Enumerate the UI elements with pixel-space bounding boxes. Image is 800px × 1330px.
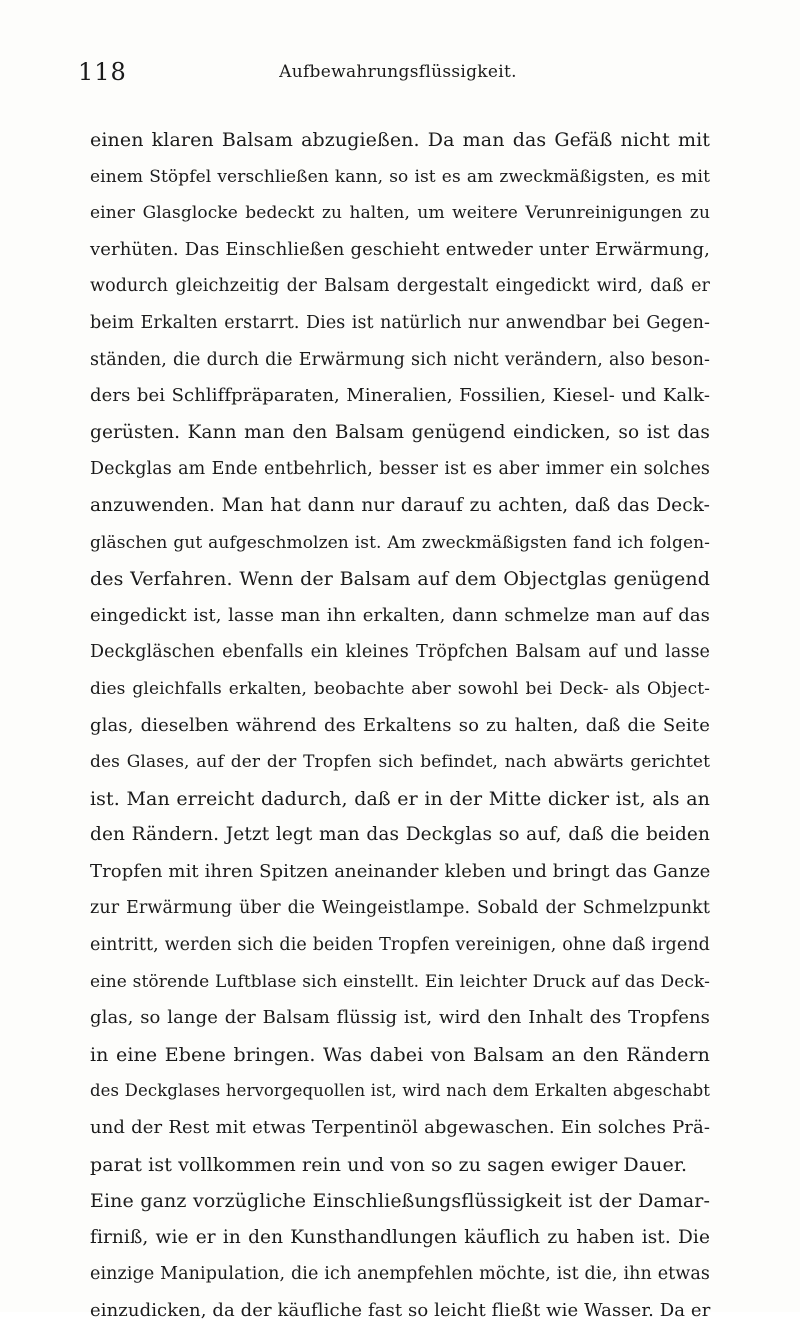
text-line: eine störende Luftblase sich einstellt. Ein leichter Druck auf das Deck- <box>90 971 710 992</box>
text-line: glas, so lange der Balsam flüssig ist, wird den Inhalt des Tropfens <box>90 1007 710 1029</box>
text-line: zur Erwärmung über die Weingeistlampe. Sobald der Schmelzpunkt <box>90 898 710 919</box>
text-line: in eine Ebene bringen. Was dabei von Balsam an den Rändern <box>90 1043 710 1066</box>
text-line: gläschen gut aufgeschmolzen ist. Am zweckmäßigsten fand ich folgen- <box>90 532 710 553</box>
text-line: Eine ganz vorzügliche Einschließungsflüssigkeit ist der Damar- <box>90 1190 710 1213</box>
text-line: einzudicken, da der käufliche fast so leicht fließt wie Wasser. Da er <box>90 1300 711 1321</box>
text-line: eingedickt ist, lasse man ihn erkalten, dann schmelze man auf das <box>90 604 710 626</box>
text-line: parat ist vollkommen rein und von so zu sagen ewiger Dauer. <box>90 1153 688 1176</box>
text-line: einem Stöpfel verschließen kann, so ist es am zweckmäßigsten, es mit <box>90 166 710 187</box>
page-number: 118 <box>78 58 127 86</box>
text-line: anzuwenden. Man hat dann nur darauf zu achten, daß das Deck- <box>90 494 710 516</box>
running-title: Aufbewahrungsflüssigkeit. <box>279 62 517 82</box>
text-line: ständen, die durch die Erwärmung sich nicht verändern, also beson- <box>90 349 710 370</box>
text-line: Deckglas am Ende entbehrlich, besser ist es aber immer ein solches <box>90 459 710 480</box>
text-line: eintritt, werden sich die beiden Tropfen vereinigen, ohne daß irgend <box>90 935 710 956</box>
text-line: beim Erkalten erstarrt. Dies ist natürlich nur anwendbar bei Gegen- <box>90 312 710 333</box>
text-line: des Verfahren. Wenn der Balsam auf dem Objectglas genügend <box>90 568 710 591</box>
text-line: firniß, wie er in den Kunsthandlungen käuflich zu haben ist. Die <box>90 1226 710 1248</box>
text-line: den Rändern. Jetzt legt man das Deckglas so auf, daß die beiden <box>90 824 710 846</box>
text-line: einer Glasglocke bedeckt zu halten, um weitere Verunreinigungen zu <box>90 203 710 224</box>
text-line: glas, dieselben während des Erkaltens so zu halten, daß die Seite <box>90 714 710 736</box>
text-line: einen klaren Balsam abzugießen. Da man das Gefäß nicht mit <box>90 129 710 151</box>
page-header <box>78 58 718 98</box>
text-line: und der Rest mit etwas Terpentinöl abgewaschen. Ein solches Prä- <box>90 1117 710 1139</box>
text-line: gerüsten. Kann man den Balsam genügend eindicken, so ist das <box>90 421 710 443</box>
text-line: ders bei Schliffpräparaten, Mineralien, Fossilien, Kiesel- und Kalk- <box>90 385 710 407</box>
text-line: Deckgläschen ebenfalls ein kleines Tröpfchen Balsam auf und lasse <box>90 642 710 663</box>
text-line: verhüten. Das Einschließen geschieht entweder unter Erwärmung, <box>90 238 710 260</box>
text-line: ist. Man erreicht dadurch, daß er in der Mitte dicker ist, als an <box>90 787 710 810</box>
text-line: des Glases, auf der der Tropfen sich befindet, nach abwärts gerichtet <box>90 752 710 773</box>
text-line: einzige Manipulation, die ich anempfehlen möchte, ist die, ihn etwas <box>90 1264 710 1285</box>
text-line: des Deckglases hervorgequollen ist, wird nach dem Erkalten abgeschabt <box>90 1081 710 1101</box>
text-line: wodurch gleichzeitig der Balsam dergestalt eingedickt wird, daß er <box>90 276 710 297</box>
body-text <box>90 122 710 1330</box>
text-line: Tropfen mit ihren Spitzen aneinander kleben und bringt das Ganze <box>90 860 711 882</box>
text-line: dies gleichfalls erkalten, beobachte aber sowohl bei Deck- als Object- <box>90 678 710 699</box>
